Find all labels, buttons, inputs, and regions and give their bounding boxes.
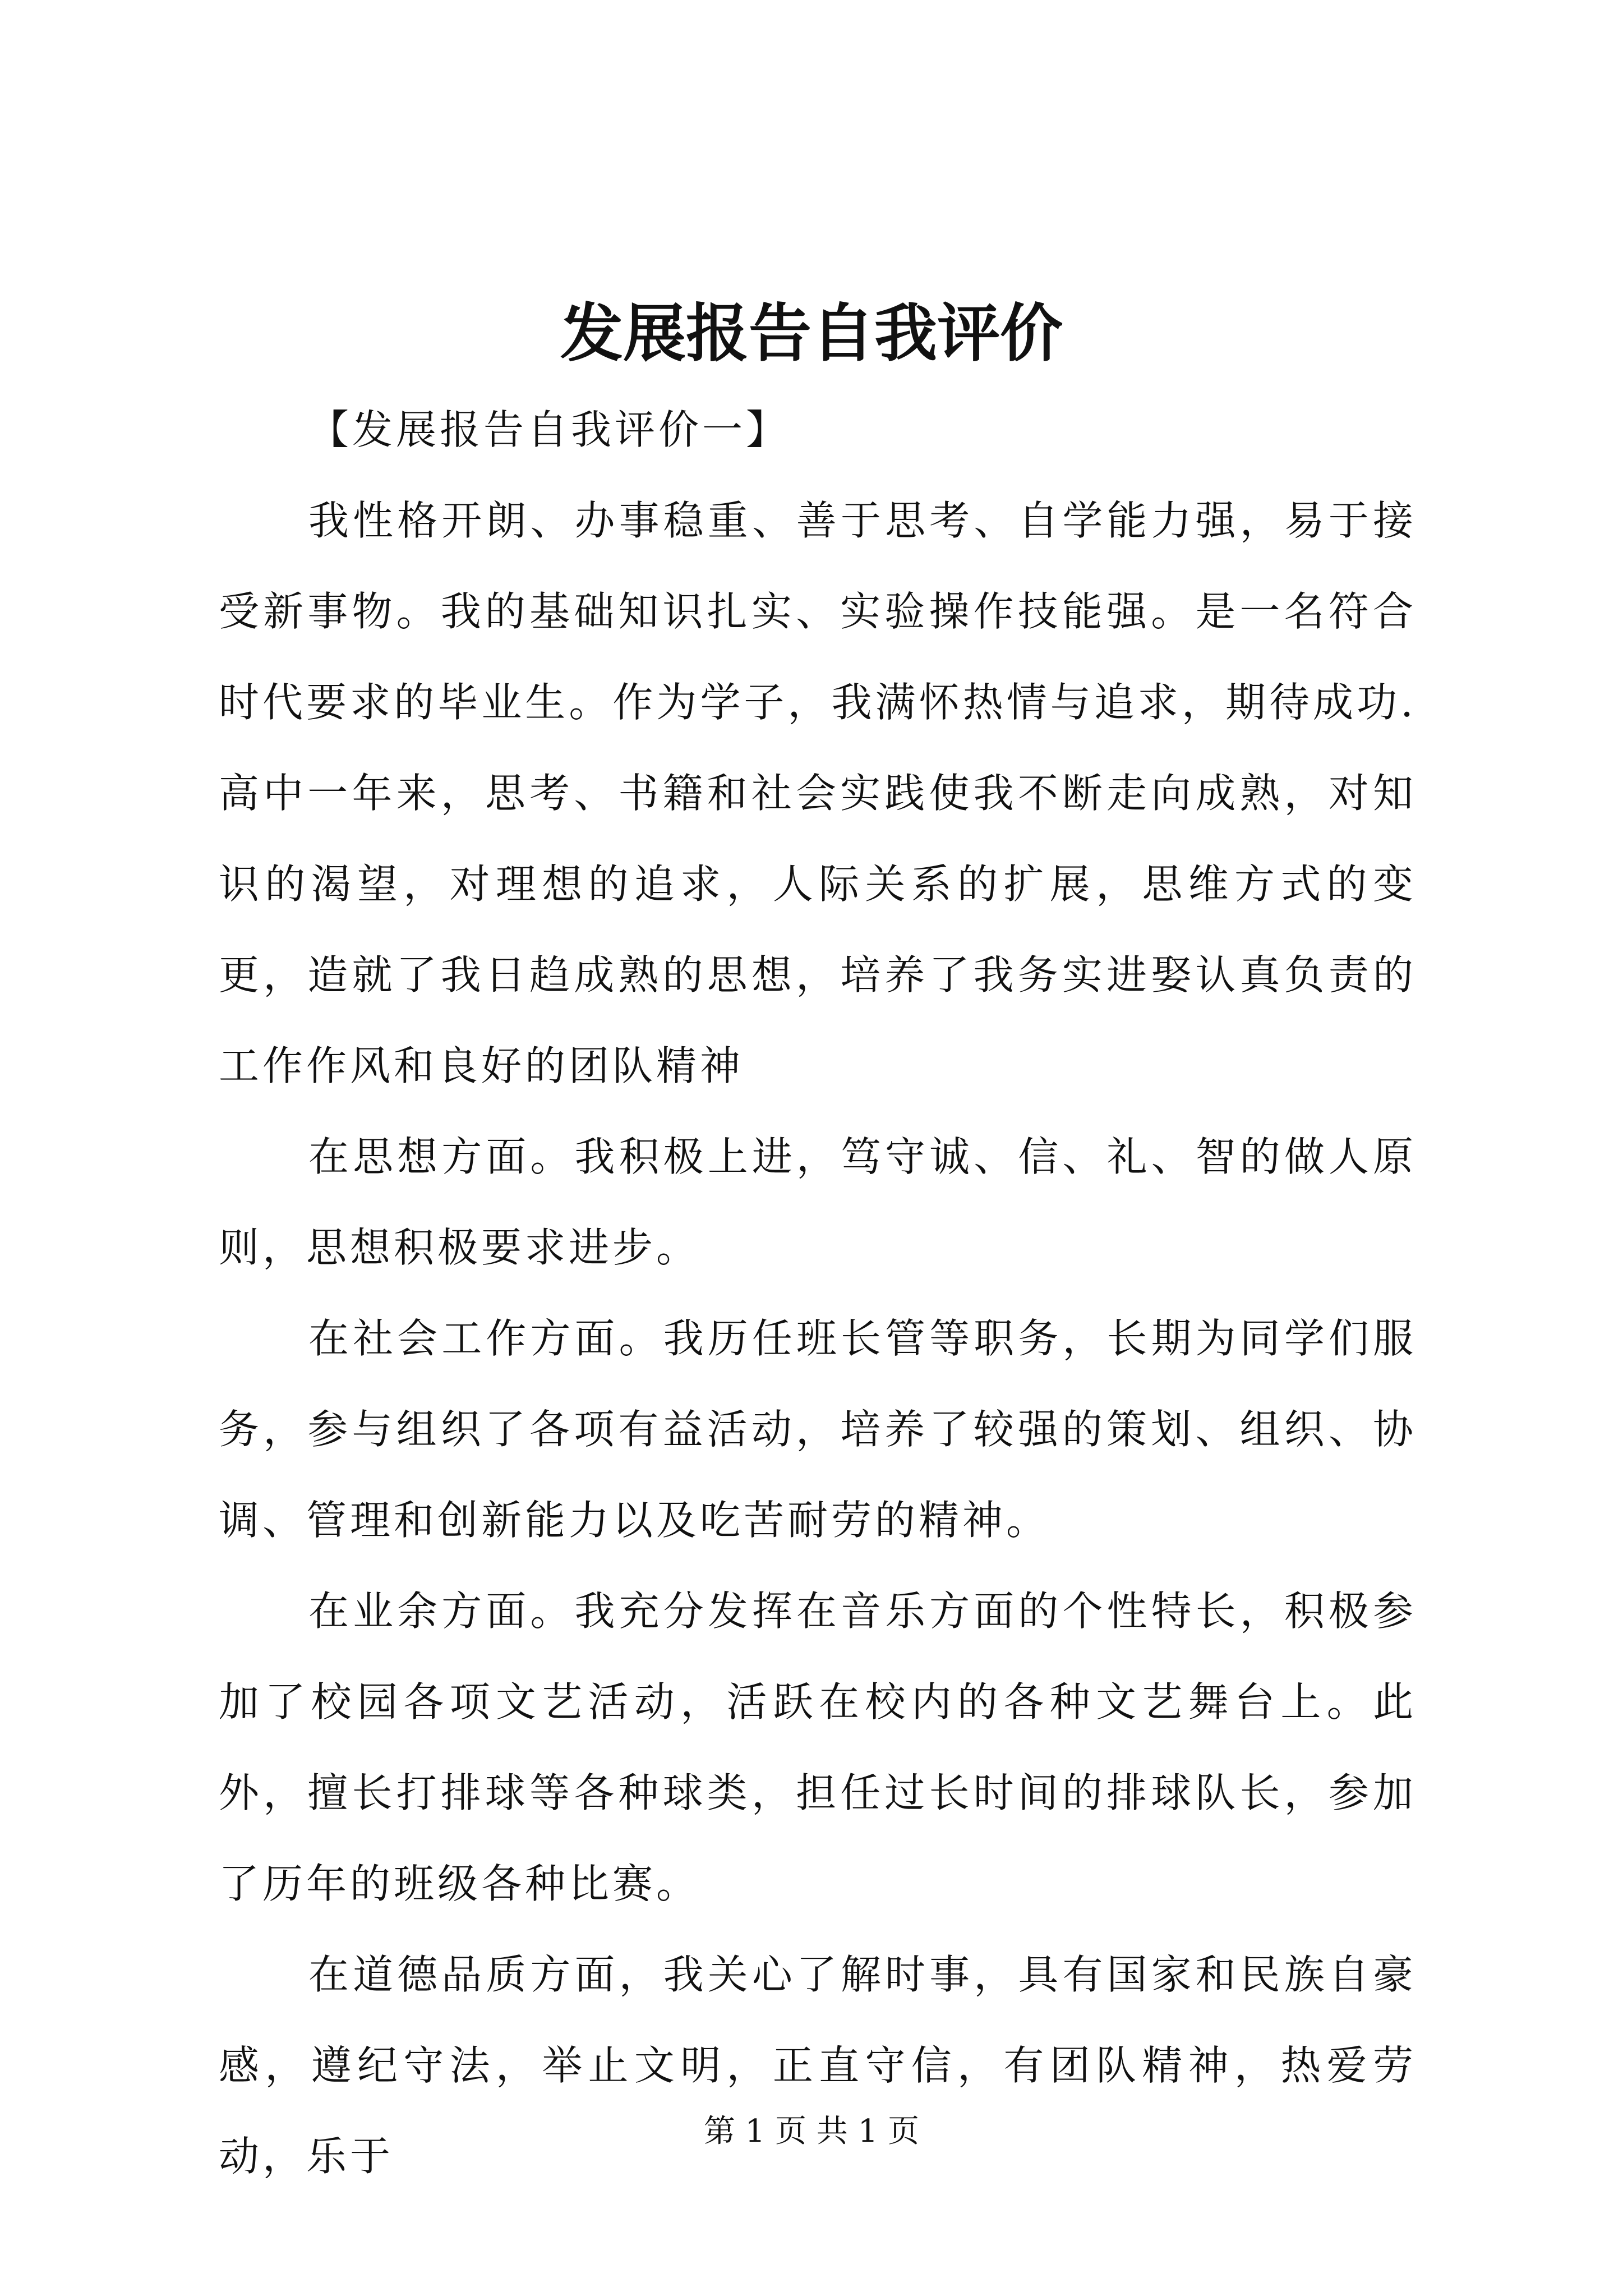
paragraph-thought: 在思想方面。我积极上进，笃守诚、信、礼、智的做人原则，思想积极要求进步。 <box>219 1133 1417 1271</box>
document-title: 发展报告自我评价 <box>560 297 1063 370</box>
document-body <box>219 384 1417 2202</box>
paragraph-morality: 在道德品质方面，我关心了解时事，具有国家和民族自豪感，遵纪守法，举止文明，正直守信，有团队精神，热爱劳动，乐于 <box>219 1951 1417 2180</box>
paragraph-social-work: 在社会工作方面。我历任班长管等职务，长期为同学们服务，参与组织了各项有益活动，培养了较强的策划、组织、协调、管理和创新能力以及吃苦耐劳的精神。 <box>219 1315 1417 1544</box>
paragraph-leisure: 在业余方面。我充分发挥在音乐方面的个性特长，积极参加了校园各项文艺活动，活跃在校内的各种文艺舞台上。此外，擅长打排球等各种球类，担任过长时间的排球队长，参加了历年的班级各种比赛。 <box>219 1588 1417 1907</box>
section-heading: 【发展报告自我评价一】 <box>308 406 790 453</box>
paragraph-intro: 我性格开朗、办事稳重、善于思考、自学能力强，易于接受新事物。我的基础知识扎实、实验操作技能强。是一名符合时代要求的毕业生。作为学子，我满怀热情与追求，期待成功.高中一年来，思考、书籍和社会实践使我不断走向成熟，对知识的渴望，对理想的追求，人际关系的扩展，思维方式的变更，造就了我日趋成熟的思想，培养了我务实进娶认真负责的工作作风和良好的团队精神 <box>219 497 1417 1089</box>
page-footer: 第 1 页 共 1 页 <box>703 2113 920 2150</box>
